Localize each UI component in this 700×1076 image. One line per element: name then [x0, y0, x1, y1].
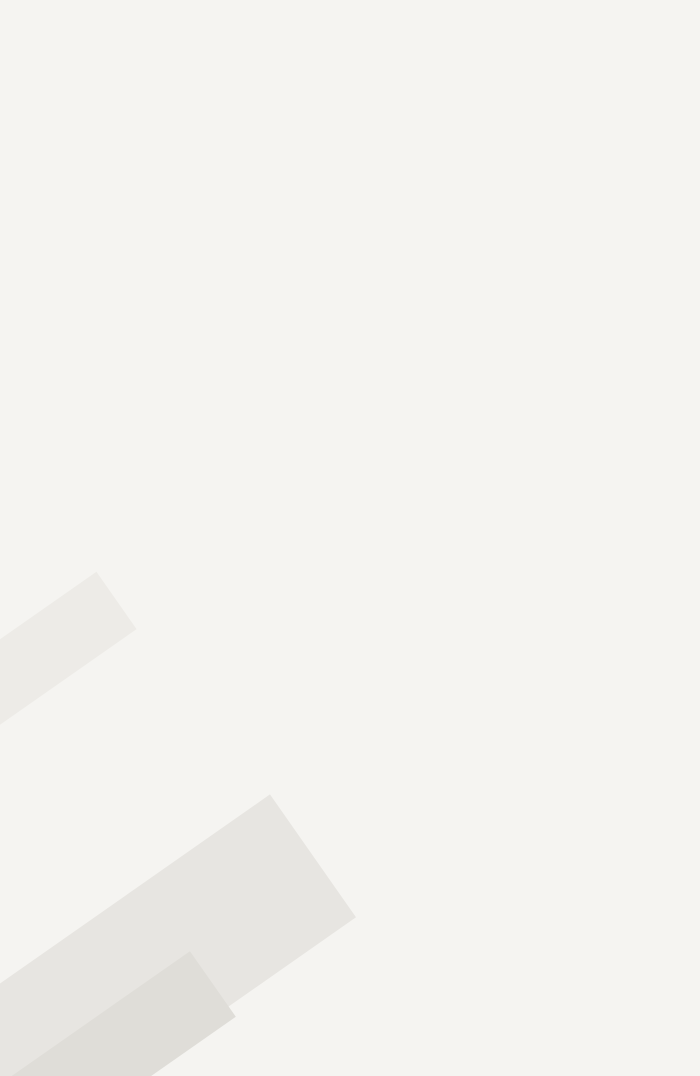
watermark-band — [0, 572, 137, 778]
